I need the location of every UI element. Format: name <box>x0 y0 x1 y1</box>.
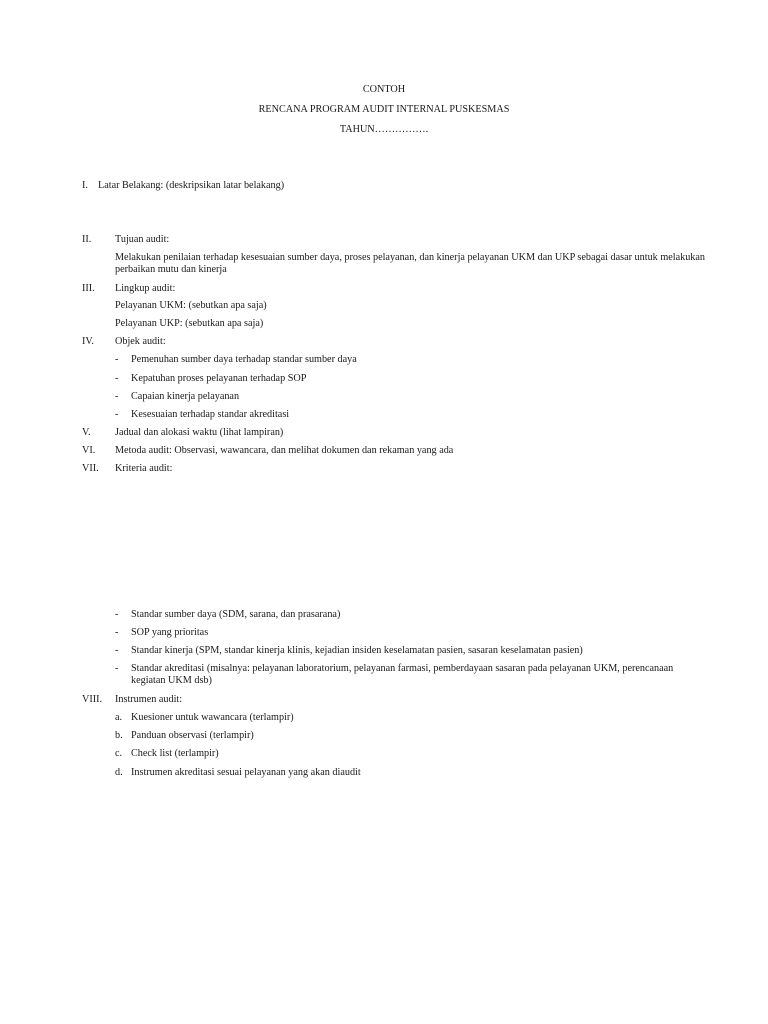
criteria-item: Standar sumber daya (SDM, sarana, dan prasarana) <box>131 609 341 620</box>
section-title-2: Tujuan audit: <box>115 234 170 245</box>
section-num-5: V. <box>82 427 91 438</box>
instrument-item: Panduan observasi (terlampir) <box>131 730 254 741</box>
section-num-4: IV. <box>82 336 94 347</box>
list-bullet: - <box>115 373 119 384</box>
scope-item-ukm: Pelayanan UKM: (sebutkan apa saja) <box>115 300 267 311</box>
doc-title: RENCANA PROGRAM AUDIT INTERNAL PUSKESMAS <box>258 104 510 115</box>
object-item: Kesesuaian terhadap standar akreditasi <box>131 409 290 420</box>
section-title-3: Lingkup audit: <box>115 283 176 294</box>
list-bullet: - <box>115 409 119 420</box>
list-bullet: - <box>115 627 119 638</box>
object-item: Pemenuhan sumber daya terhadap standar sumber daya <box>131 354 357 365</box>
criteria-item: Standar akreditasi (misalnya: pelayanan laboratorium, pelayanan farmasi, pemberdayaan sasaran pada pelayanan UKM, perencanaan kegiatan UKM dsb) <box>131 663 674 686</box>
section-num-1: I. <box>82 180 88 191</box>
section-title-4: Objek audit: <box>115 336 166 347</box>
list-bullet: - <box>115 391 119 402</box>
section-text-1: Latar Belakang: (deskripsikan latar belakang) <box>98 180 285 191</box>
instrument-mark: c. <box>115 748 123 759</box>
instrument-mark: b. <box>115 730 123 741</box>
instrument-item: Kuesioner untuk wawancara (terlampir) <box>131 712 294 723</box>
criteria-item: SOP yang prioritas <box>131 627 209 638</box>
section-num-2: II. <box>82 234 92 245</box>
section-text-6: Metoda audit: Observasi, wawancara, dan melihat dokumen dan rekaman yang ada <box>115 445 454 456</box>
section-num-7: VII. <box>82 463 99 474</box>
list-bullet: - <box>115 663 119 674</box>
instrument-item: Instrumen akreditasi sesuai pelayanan yang akan diaudit <box>131 767 361 778</box>
section-text-5: Jadual dan alokasi waktu (lihat lampiran) <box>115 427 284 438</box>
list-bullet: - <box>115 354 119 365</box>
section-num-6: VI. <box>82 445 96 456</box>
instrument-item: Check list (terlampir) <box>131 748 219 759</box>
instrument-mark: d. <box>115 767 123 778</box>
criteria-item: Standar kinerja (SPM, standar kinerja klinis, kejadian insiden keselamatan pasien, sasaran keselamatan pasien) <box>131 645 583 656</box>
list-bullet: - <box>115 609 119 620</box>
object-item: Kepatuhan proses pelayanan terhadap SOP <box>131 373 307 384</box>
section-title-8: Instrumen audit: <box>115 694 183 705</box>
list-bullet: - <box>115 645 119 656</box>
scope-item-ukp: Pelayanan UKP: (sebutkan apa saja) <box>115 318 264 329</box>
section-num-8: VIII. <box>82 694 103 705</box>
instrument-mark: a. <box>115 712 123 723</box>
object-item: Capaian kinerja pelayanan <box>131 391 240 402</box>
section-title-7: Kriteria audit: <box>115 463 173 474</box>
doc-header-contoh: CONTOH <box>362 84 406 95</box>
section-num-3: III. <box>82 283 95 294</box>
section-body-2: Melakukan penilaian terhadap kesesuaian sumber daya, proses pelayanan, dan kinerja pelayanan UKM dan UKP sebagai dasar untuk melakukan perbaikan mutu dan kinerja <box>115 252 706 275</box>
doc-year: TAHUN……………. <box>339 124 429 135</box>
